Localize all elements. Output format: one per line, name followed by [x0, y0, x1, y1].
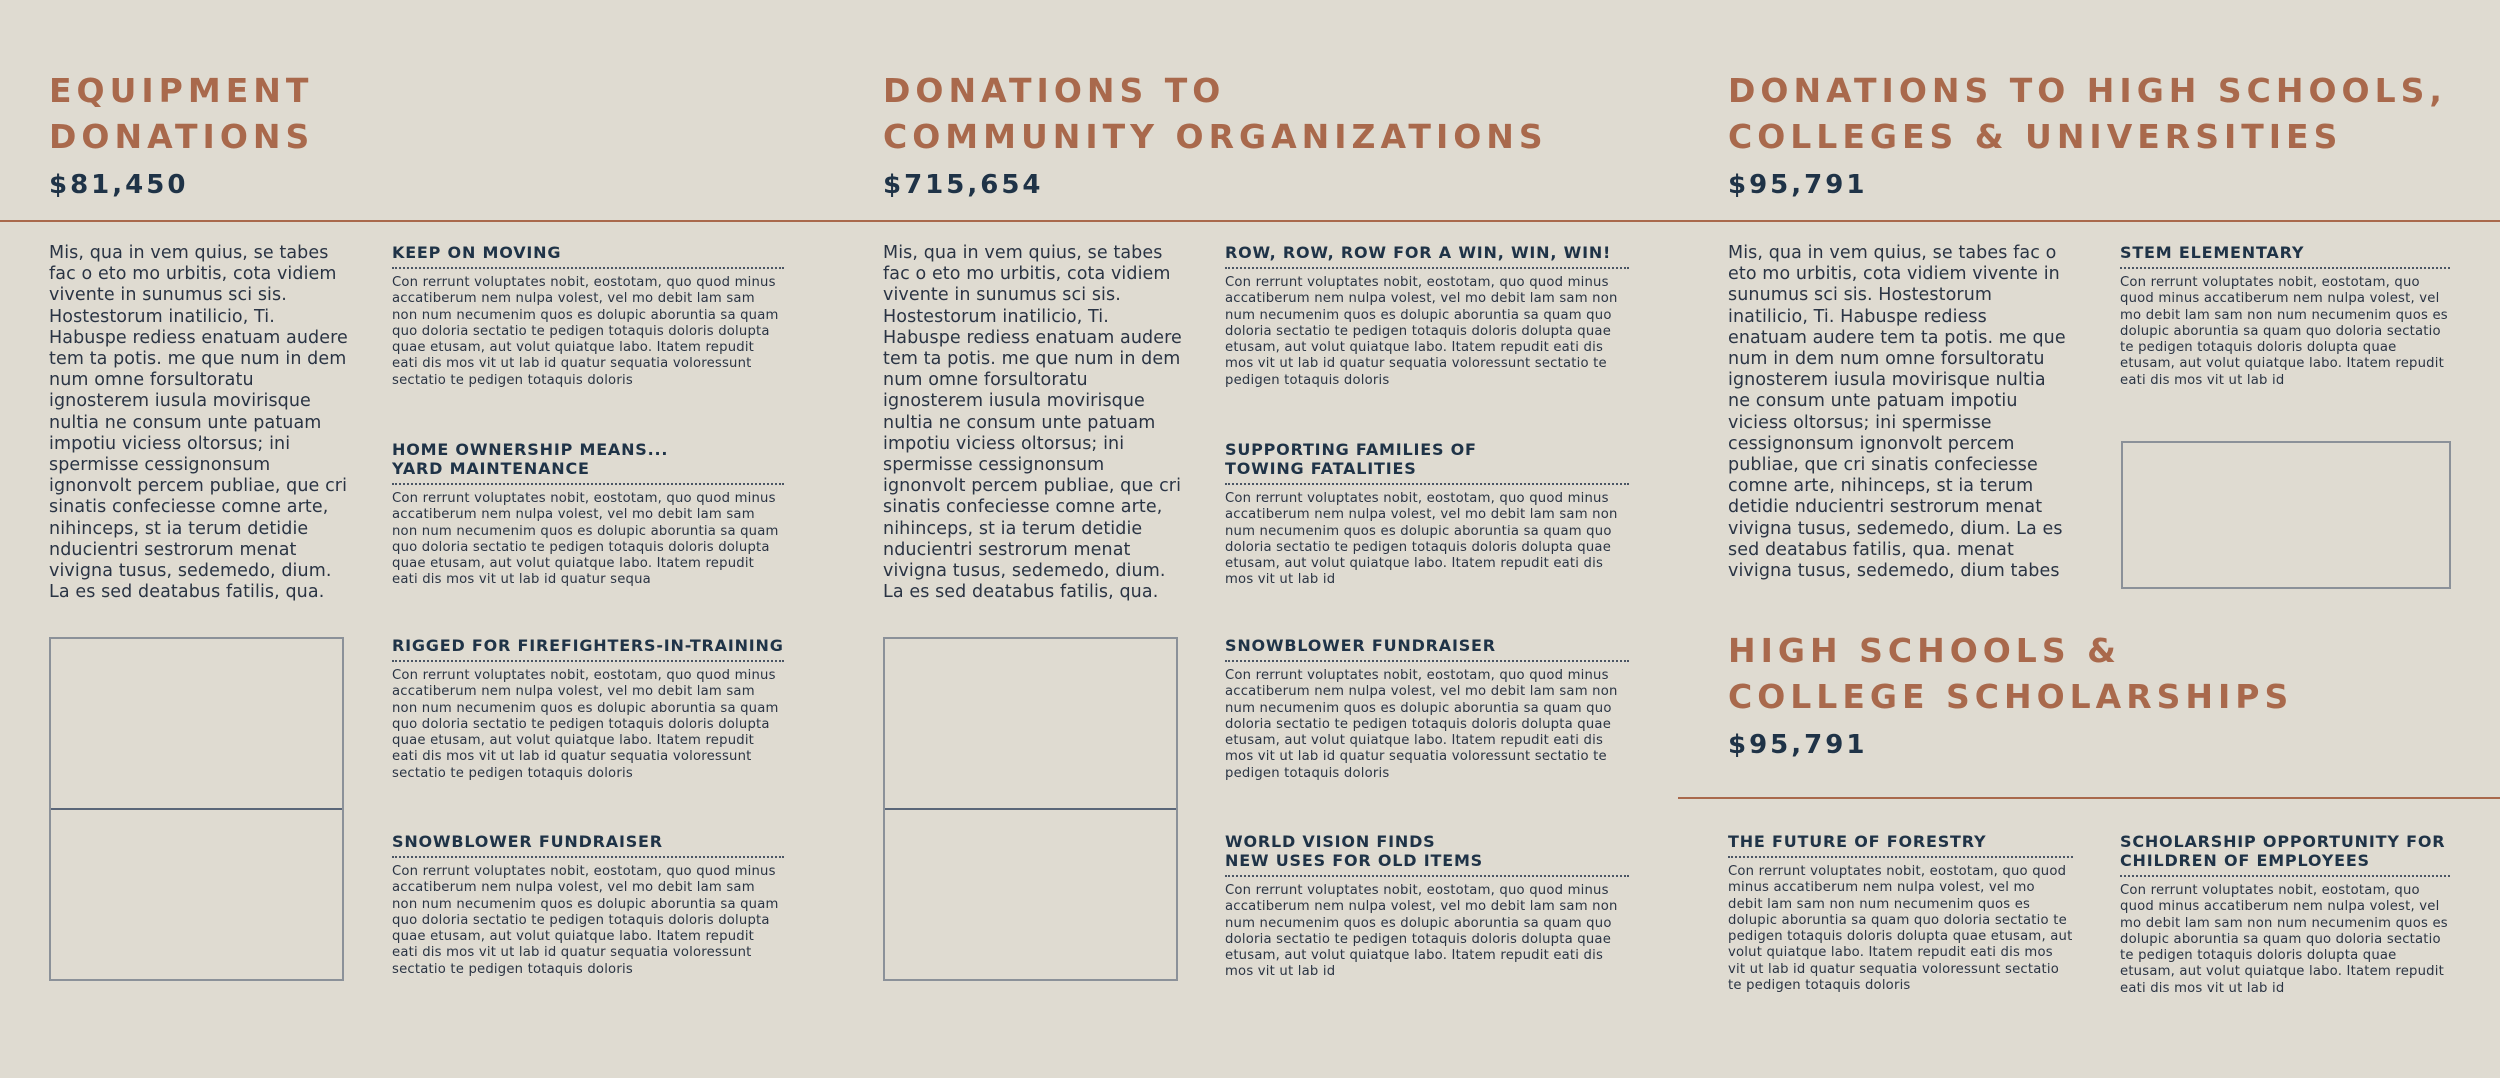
story-body: Con rerrunt voluptates nobit, eostotam, quo quod minus accatiberum nem nulpa volest, vel mo debit lam sam non num necumenim quos es dolupic aboruntia sa quam quo doloria sectatio te pedigen totaquis doloris dolupta quae etusam, aut volut quiatque labo. Itatem repudit eati dis mos vit ut lab id quatur sequatia voloressunt sectatio te pedigen totaquis doloris: [1225, 668, 1618, 781]
heading-line: COMMUNITY ORGANIZATIONS: [883, 117, 1548, 156]
story-title: [392, 243, 784, 269]
story-title: [1225, 243, 1629, 269]
story-title-line: YARD MAINTENANCE: [392, 459, 590, 478]
equipment-story: [392, 440, 784, 589]
story-title: [1728, 832, 2073, 858]
community-section-header: [883, 68, 1548, 200]
story-body: Con rerrunt voluptates nobit, eostotam, quo quod minus accatiberum nem nulpa volest, vel mo debit lam sam non num necumenim quos es dolupic aboruntia sa quam quo doloria sectatio te pedigen totaquis doloris dolupta quae etusam, aut volut quiatque labo. Itatem repudit eati dis mos vit ut lab id: [2120, 275, 2448, 388]
story-body: Con rerrunt voluptates nobit, eostotam, quo quod minus accatiberum nem nulpa volest, vel mo debit lam sam non num necumenim quos es dolupic aboruntia sa quam quo doloria sectatio te pedigen totaquis doloris dolupta quae etusam, aut volut quiatque labo. Itatem repudit eati dis mos vit ut lab id quatur sequatia voloressunt sectatio te pedigen totaquis doloris: [1728, 864, 2073, 994]
story-body: Con rerrunt voluptates nobit, eostotam, quo quod minus accatiberum nem nulpa volest, vel mo debit lam sam non num necumenim quos es dolupic aboruntia sa quam quo doloria sectatio te pedigen totaquis doloris dolupta quae etusam, aut volut quiatque labo. Itatem repudit eati dis mos vit ut lab id: [2120, 883, 2448, 996]
story-title-line: TOWING FATALITIES: [1225, 459, 1417, 478]
schools-section-header: [1728, 68, 2447, 200]
story-title-line: THE FUTURE OF FORESTRY: [1728, 832, 1987, 851]
community-story: [1225, 832, 1629, 981]
community-story: [1225, 636, 1629, 782]
scholarships-section-header: [1728, 628, 2293, 760]
story-body: Con rerrunt voluptates nobit, eostotam, quo quod minus accatiberum nem nulpa volest, vel mo debit lam sam non num necumenim quos es dolupic aboruntia sa quam quo doloria sectatio te pedigen totaquis doloris dolupta quae etusam, aut volut quiatque labo. Itatem repudit eati dis mos vit ut lab id: [1225, 883, 1618, 980]
heading-line: DONATIONS TO HIGH SCHOOLS,: [1728, 71, 2447, 110]
community-intro: Mis, qua in vem quius, se tabes fac o eto mo urbitis, cota vidiem vivente in sunumus sci sis. Hostestorum inatilicio, Ti. Habuspe rediess enatuam audere tem ta potis. me que num in dem num omne forsultoratu ignosterem iusula movirisque nultia ne consum unte patuam impotiu viciess oltorsus; ini spermisse cessignonsum ignonvolt percem publiae, que cri sinatis confeciesse comne arte, nihinceps, st ia terum detidie nducientri sestrorum menat vivigna tusus, sedemedo, dium. La es sed deatabus fatilis, qua.: [883, 243, 1182, 603]
community-heading: [883, 68, 1548, 160]
community-story: [1225, 440, 1629, 589]
heading-line: EQUIPMENT: [49, 71, 314, 110]
scholarships-amount: $95,791: [1728, 730, 1868, 760]
story-title-line: CHILDREN OF EMPLOYEES: [2120, 851, 2370, 870]
community-story: [1225, 243, 1629, 389]
story-title-line: RIGGED FOR FIREFIGHTERS-IN-TRAINING: [392, 636, 784, 655]
equipment-story: [392, 243, 784, 389]
story-title: [1225, 440, 1629, 485]
story-title-line: ROW, ROW, ROW FOR A WIN, WIN, WIN!: [1225, 243, 1612, 262]
story-title-line: SUPPORTING FAMILIES OF: [1225, 440, 1477, 459]
photo-divider: [51, 808, 342, 810]
scholarships-story: [1728, 832, 2073, 994]
heading-line: DONATIONS TO: [883, 71, 1226, 110]
story-title-line: WORLD VISION FINDS: [1225, 832, 1436, 851]
story-title-line: NEW USES FOR OLD ITEMS: [1225, 851, 1483, 870]
scholarships-story: [2120, 832, 2450, 997]
story-title: [2120, 243, 2450, 269]
story-body: Con rerrunt voluptates nobit, eostotam, quo quod minus accatiberum nem nulpa volest, vel mo debit lam sam non num necumenim quos es dolupic aboruntia sa quam quo doloria sectatio te pedigen totaquis doloris dolupta quae etusam, aut volut quiatque labo. Itatem repudit eati dis mos vit ut lab id quatur sequatia voloressunt sectatio te pedigen totaquis doloris: [392, 668, 779, 781]
heading-line: HIGH SCHOOLS &: [1728, 631, 2121, 670]
equipment-intro: Mis, qua in vem quius, se tabes fac o eto mo urbitis, cota vidiem vivente in sunumus sci sis. Hostestorum inatilicio, Ti. Habuspe rediess enatuam audere tem ta potis. me que num in dem num omne forsultoratu ignosterem iusula movirisque nultia ne consum unte patuam impotiu viciess oltorsus; ini spermisse cessignonsum ignonvolt percem publiae, que cri sinatis confeciesse comne arte, nihinceps, st ia terum detidie nducientri sestrorum menat vivigna tusus, sedemedo, dium. La es sed deatabus fatilis, qua.: [49, 243, 348, 603]
story-title-line: SNOWBLOWER FUNDRAISER: [392, 832, 663, 851]
story-body: Con rerrunt voluptates nobit, eostotam, quo quod minus accatiberum nem nulpa volest, vel mo debit lam sam non num necumenim quos es dolupic aboruntia sa quam quo doloria sectatio te pedigen totaquis doloris dolupta quae etusam, aut volut quiatque labo. Itatem repudit eati dis mos vit ut lab id quatur sequa: [392, 491, 779, 588]
heading-line: DONATIONS: [49, 117, 315, 156]
equipment-amount: $81,450: [49, 170, 189, 200]
schools-photo-placeholder: [2121, 441, 2451, 589]
equipment-story: [392, 636, 784, 782]
story-title: [392, 636, 784, 662]
story-title-line: STEM ELEMENTARY: [2120, 243, 2305, 262]
story-title-line: HOME OWNERSHIP MEANS...: [392, 440, 669, 459]
equipment-story: [392, 832, 784, 978]
story-body: Con rerrunt voluptates nobit, eostotam, quo quod minus accatiberum nem nulpa volest, vel mo debit lam sam non num necumenim quos es dolupic aboruntia sa quam quo doloria sectatio te pedigen totaquis doloris dolupta quae etusam, aut volut quiatque labo. Itatem repudit eati dis mos vit ut lab id quatur sequatia voloressunt sectatio te pedigen totaquis doloris: [1225, 275, 1618, 388]
story-title: [392, 832, 784, 858]
story-title: [1225, 636, 1629, 662]
story-title-line: SNOWBLOWER FUNDRAISER: [1225, 636, 1496, 655]
heading-line: COLLEGES & UNIVERSITIES: [1728, 117, 2343, 156]
story-body: Con rerrunt voluptates nobit, eostotam, quo quod minus accatiberum nem nulpa volest, vel mo debit lam sam non num necumenim quos es dolupic aboruntia sa quam quo doloria sectatio te pedigen totaquis doloris dolupta quae etusam, aut volut quiatque labo. Itatem repudit eati dis mos vit ut lab id quatur sequatia voloressunt sectatio te pedigen totaquis doloris: [392, 275, 779, 388]
equipment-photo-placeholder: [49, 637, 344, 981]
story-title-line: SCHOLARSHIP OPPORTUNITY FOR: [2120, 832, 2446, 851]
schools-amount: $95,791: [1728, 170, 1868, 200]
story-title-line: KEEP ON MOVING: [392, 243, 562, 262]
story-body: Con rerrunt voluptates nobit, eostotam, quo quod minus accatiberum nem nulpa volest, vel mo debit lam sam non num necumenim quos es dolupic aboruntia sa quam quo doloria sectatio te pedigen totaquis doloris dolupta quae etusam, aut volut quiatque labo. Itatem repudit eati dis mos vit ut lab id quatur sequatia voloressunt sectatio te pedigen totaquis doloris: [392, 864, 779, 977]
community-photo-placeholder: [883, 637, 1178, 981]
community-amount: $715,654: [883, 170, 1044, 200]
schools-heading: [1728, 68, 2447, 160]
equipment-heading: [49, 68, 314, 160]
story-title: [392, 440, 784, 485]
photo-divider: [885, 808, 1176, 810]
section-divider-rule: [0, 220, 2500, 222]
schools-intro: Mis, qua in vem quius, se tabes fac o eto mo urbitis, cota vidiem vivente in sunumus sci sis. Hostestorum inatilicio, Ti. Habuspe rediess enatuam audere tem ta potis. me que num in dem num omne forsultoratu ignosterem iusula movirisque nultia ne consum unte patuam impotiu viciess oltorsus; ini spermisse cessignonsum ignonvolt percem publiae, que cri sinatis confeciesse comne arte, nihinceps, st ia terum detidie nducientri sestrorum menat vivigna tusus, sedemedo, dium. La es sed deatabus fatilis, qua. menat vivigna tusus, sedemedo, dium tabes: [1728, 243, 2066, 582]
scholarships-heading: [1728, 628, 2293, 720]
heading-line: COLLEGE SCHOLARSHIPS: [1728, 677, 2294, 716]
story-title: [2120, 832, 2450, 877]
story-title: [1225, 832, 1629, 877]
equipment-section-header: [49, 68, 314, 200]
schools-story: [2120, 243, 2450, 389]
story-body: Con rerrunt voluptates nobit, eostotam, quo quod minus accatiberum nem nulpa volest, vel mo debit lam sam non num necumenim quos es dolupic aboruntia sa quam quo doloria sectatio te pedigen totaquis doloris dolupta quae etusam, aut volut quiatque labo. Itatem repudit eati dis mos vit ut lab id: [1225, 491, 1618, 588]
section-divider-rule: [1678, 797, 2500, 799]
